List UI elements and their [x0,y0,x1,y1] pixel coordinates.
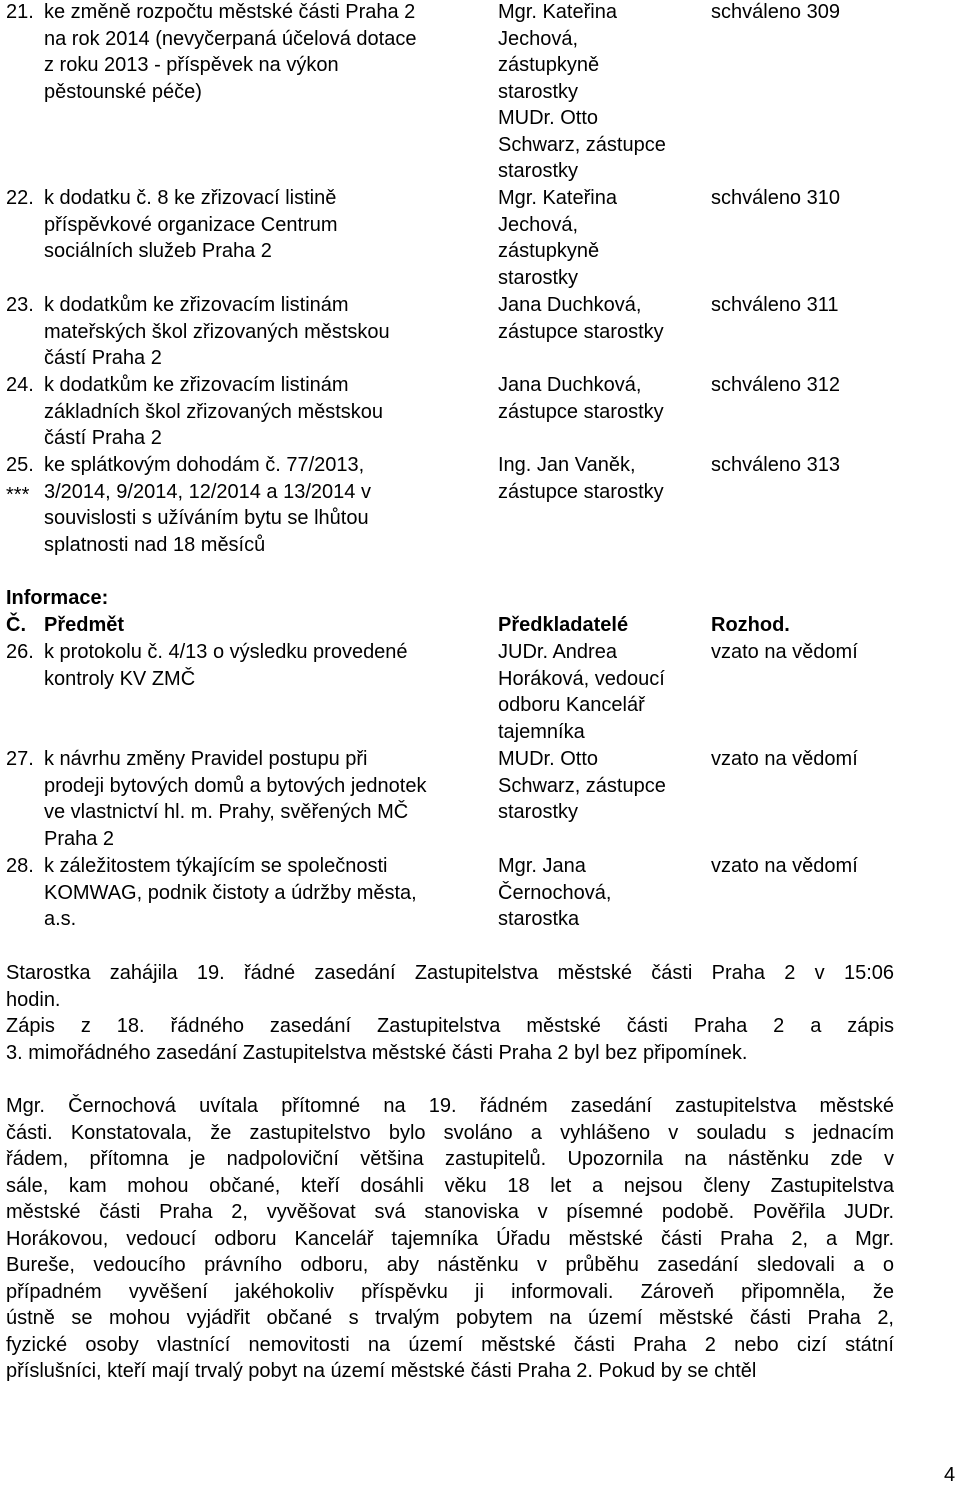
paragraph-line: Zápis z 18. řádného zasedání Zastupitelstva městské části Praha 2 a zápis [6,1015,894,1037]
info-row-number: 28. [6,855,34,877]
paragraph-line: Starostka zahájila 19. řádné zasedání Zastupitelstva městské části Praha 2 v 15:06 [6,962,894,984]
resolution-subject-line: mateřských škol zřizovaných městskou [44,320,390,343]
resolution-subject-line: k dodatkům ke zřizovacím listinám [44,294,349,316]
resolution-decision: schváleno 309 [711,1,840,23]
col-header-proposer: Předkladatelé [498,614,629,636]
paragraph-line: hodin. [6,988,61,1011]
resolution-subject-line: ke splátkovým dohodám č. 77/2013, [44,454,365,476]
col-header-subject: Předmět [44,614,125,636]
paragraph-line: části. Konstatovala, že zastupitelstvo bylo svoláno a vyhlášeno v souladu s jednacím [6,1121,894,1144]
body-paragraph [6,960,894,1013]
resolution-proposer-line: zástupce starostky [498,480,664,503]
resolution-proposer-line: starostky [498,160,579,182]
info-row-decision: vzato na vědomí [711,641,858,663]
resolution-proposer-line: starostky [498,266,579,289]
resolution-proposer-line: Jechová, [498,27,579,50]
resolution-proposer-line: zástupce starostky [498,400,664,423]
info-row-proposer-line: MUDr. Otto [498,748,599,770]
info-row-proposer-line: Černochová, [498,881,612,904]
info-row-proposer-line: odboru Kancelář [498,694,645,716]
info-row-subject-line: k záležitostem týkajícím se společnosti [44,855,388,877]
paragraph-line: případném vyvěšení jakéhokoliv příspěvku ji informovali. Zároveň připomněla, že [6,1280,894,1303]
resolution-subject-line: sociálních služeb Praha 2 [44,240,272,262]
info-row-proposer-line: Mgr. Jana [498,855,586,877]
resolution-number: 21. [6,1,34,23]
paragraph-line: Horákovou, vedoucí odboru Kancelář tajemníka Úřadu městské části Praha 2, a Mgr. [6,1227,894,1250]
paragraph-line: fyzické osoby vlastnící nemovitosti na území městské části Praha 2 nebo cizí státní [6,1333,894,1356]
resolution-subject-line: k dodatku č. 8 ke zřizovací listině [44,187,337,209]
info-row-subject-line: a.s. [44,908,77,930]
resolution-proposer-line: zástupkyně [498,54,600,76]
resolution-proposer-line: Mgr. Kateřina [498,187,617,209]
resolution-subject-line: splatnosti nad 18 měsíců [44,533,266,556]
info-row-subject-line: k návrhu změny Pravidel postupu při [44,748,368,770]
resolution-decision: schváleno 313 [711,454,840,476]
resolution-subject-line: částí Praha 2 [44,347,162,369]
info-row-decision: vzato na vědomí [711,748,858,770]
resolution-decision: schváleno 311 [711,294,839,316]
info-row-number: 26. [6,641,34,663]
info-row-subject-line: Praha 2 [44,827,115,850]
resolution-proposer-line: Jechová, [498,213,579,236]
paragraph-line: příslušníci, kteří mají trvalý pobyt na území městské části Praha 2. Pokud by se chtěl [6,1360,757,1382]
resolution-proposer-line: MUDr. Otto [498,107,599,129]
resolution-subject-line: z roku 2013 - příspěvek na výkon [44,54,339,76]
resolution-number: 25. [6,454,34,476]
info-row-subject-line: ve vlastnictví hl. m. Prahy, svěřených MČ [44,801,409,823]
info-heading: Informace: [6,587,109,609]
resolution-number: 23. [6,294,34,316]
resolution-proposer-line: Jana Duchková, [498,294,642,316]
resolution-proposer-line: zástupkyně [498,240,600,262]
resolution-number: 24. [6,374,34,396]
col-header-decision: Rozhod. [711,614,790,636]
info-row-proposer-line: tajemníka [498,720,585,743]
priority-marker: *** [6,483,30,506]
paragraph-line: 3. mimořádného zasedání Zastupitelstva městské části Praha 2 byl bez připomínek. [6,1041,748,1064]
resolution-subject-line: k dodatkům ke zřizovacím listinám [44,374,349,396]
paragraph-line: městské části Praha 2, vyvěšovat svá stanoviska v písemné podobě. Pověřila JUDr. [6,1201,894,1223]
info-row-number: 27. [6,748,34,770]
paragraph-line: Bureše, vedoucího právního odboru, aby nástěnku v průběhu zasedání sledovali a o [6,1254,894,1276]
resolution-subject-line: pěstounské péče) [44,80,202,103]
resolution-proposer-line: Ing. Jan Vaněk, [498,454,636,476]
paragraph-line: ústně se mohou vyjádřit občané s trvalým pobytem na území městské části Praha 2, [6,1307,894,1329]
info-row-proposer-line: starostka [498,908,580,930]
info-row-decision: vzato na vědomí [711,855,858,877]
resolution-subject-line: na rok 2014 (nevyčerpaná účelová dotace [44,27,417,50]
resolution-proposer-line: Jana Duchková, [498,374,642,396]
resolution-decision: schváleno 310 [711,187,840,209]
resolution-proposer-line: zástupce starostky [498,320,664,343]
paragraph-line: Mgr. Černochová uvítala přítomné na 19. řádném zasedání zastupitelstva městské [6,1095,894,1117]
resolution-proposer-line: Mgr. Kateřina [498,1,617,23]
info-row-proposer-line: starostky [498,801,579,823]
resolution-subject-line: souvislosti s užíváním bytu se lhůtou [44,507,369,529]
info-row-subject-line: KOMWAG, podnik čistoty a údržby města, [44,881,417,904]
resolution-number: 22. [6,187,34,209]
paragraph-line: řádem, přítomna je nadpoloviční většina zastupitelů. Upozornila na nástěnku zde v [6,1148,894,1170]
body-paragraph [6,1013,894,1066]
info-row-subject-line: kontroly KV ZMČ [44,667,196,690]
body-paragraph [6,1093,894,1385]
paragraph-line: sále, kam mohou občané, kteří dosáhli věku 18 let a nejsou členy Zastupitelstva [6,1174,894,1197]
info-row-subject-line: k protokolu č. 4/13 o výsledku provedené [44,641,408,663]
resolution-decision: schváleno 312 [711,374,840,396]
resolution-subject-line: 3/2014, 9/2014, 12/2014 a 13/2014 v [44,480,371,503]
page-number: 4 [944,1464,956,1486]
resolution-subject-line: základních škol zřizovaných městskou [44,400,384,423]
info-row-proposer-line: Schwarz, zástupce [498,774,666,797]
resolution-proposer-line: Schwarz, zástupce [498,133,666,156]
info-row-proposer-line: Horáková, vedoucí [498,667,665,690]
info-row-proposer-line: JUDr. Andrea [498,641,617,663]
resolution-proposer-line: starostky [498,80,579,103]
resolution-subject-line: příspěvkové organizace Centrum [44,213,338,236]
col-header-number: Č. [6,614,26,636]
info-row-subject-line: prodeji bytových domů a bytových jednotek [44,774,427,797]
resolution-subject-line: ke změně rozpočtu městské části Praha 2 [44,1,416,23]
resolution-subject-line: částí Praha 2 [44,427,162,449]
